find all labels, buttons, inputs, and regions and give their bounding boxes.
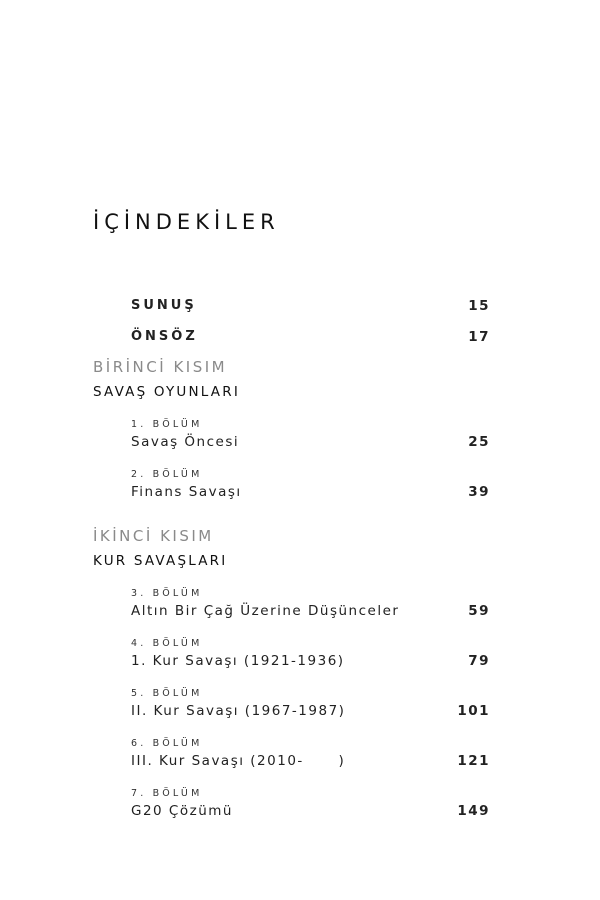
page-number-chapter-1: 25	[468, 434, 490, 450]
chapter-title-6: III. Kur Savaşı (2010- )	[131, 753, 346, 769]
chapter-title-4: 1. Kur Savaşı (1921-1936)	[131, 653, 345, 669]
part-label-1: BİRİNCİ KISIM	[93, 358, 228, 376]
chapter-title-7: G20 Çözümü	[131, 803, 233, 819]
part-label-2: İKİNCİ KISIM	[93, 527, 214, 545]
part-title-2: KUR SAVAŞLARI	[93, 553, 228, 569]
page-number-chapter-3: 59	[468, 603, 490, 619]
chapter-title-3: Altın Bir Çağ Üzerine Düşünceler	[131, 603, 400, 619]
chapter-label-7: 7. BÖLÜM	[131, 788, 203, 799]
chapter-title-5: II. Kur Savaşı (1967-1987)	[131, 703, 346, 719]
chapter-title-2: Finans Savaşı	[131, 484, 242, 500]
page-number-chapter-7: 149	[457, 803, 490, 819]
chapter-label-3: 3. BÖLÜM	[131, 588, 203, 599]
chapter-label-2: 2. BÖLÜM	[131, 469, 203, 480]
page-number-chapter-4: 79	[468, 653, 490, 669]
page-number-sunus: 15	[468, 298, 490, 314]
toc-title: İÇİNDEKİLER	[93, 210, 280, 234]
page-number-chapter-5: 101	[457, 703, 490, 719]
page-number-onsoz: 17	[468, 329, 490, 345]
page-number-chapter-6: 121	[457, 753, 490, 769]
page-number-chapter-2: 39	[468, 484, 490, 500]
part-title-1: SAVAŞ OYUNLARI	[93, 384, 241, 400]
chapter-label-1: 1. BÖLÜM	[131, 419, 203, 430]
chapter-label-6: 6. BÖLÜM	[131, 738, 203, 749]
toc-entry-onsoz: ÖNSÖZ	[131, 329, 198, 344]
chapter-title-1: Savaş Öncesi	[131, 434, 240, 450]
chapter-label-4: 4. BÖLÜM	[131, 638, 203, 649]
chapter-label-5: 5. BÖLÜM	[131, 688, 203, 699]
toc-entry-sunus: SUNUŞ	[131, 298, 197, 313]
